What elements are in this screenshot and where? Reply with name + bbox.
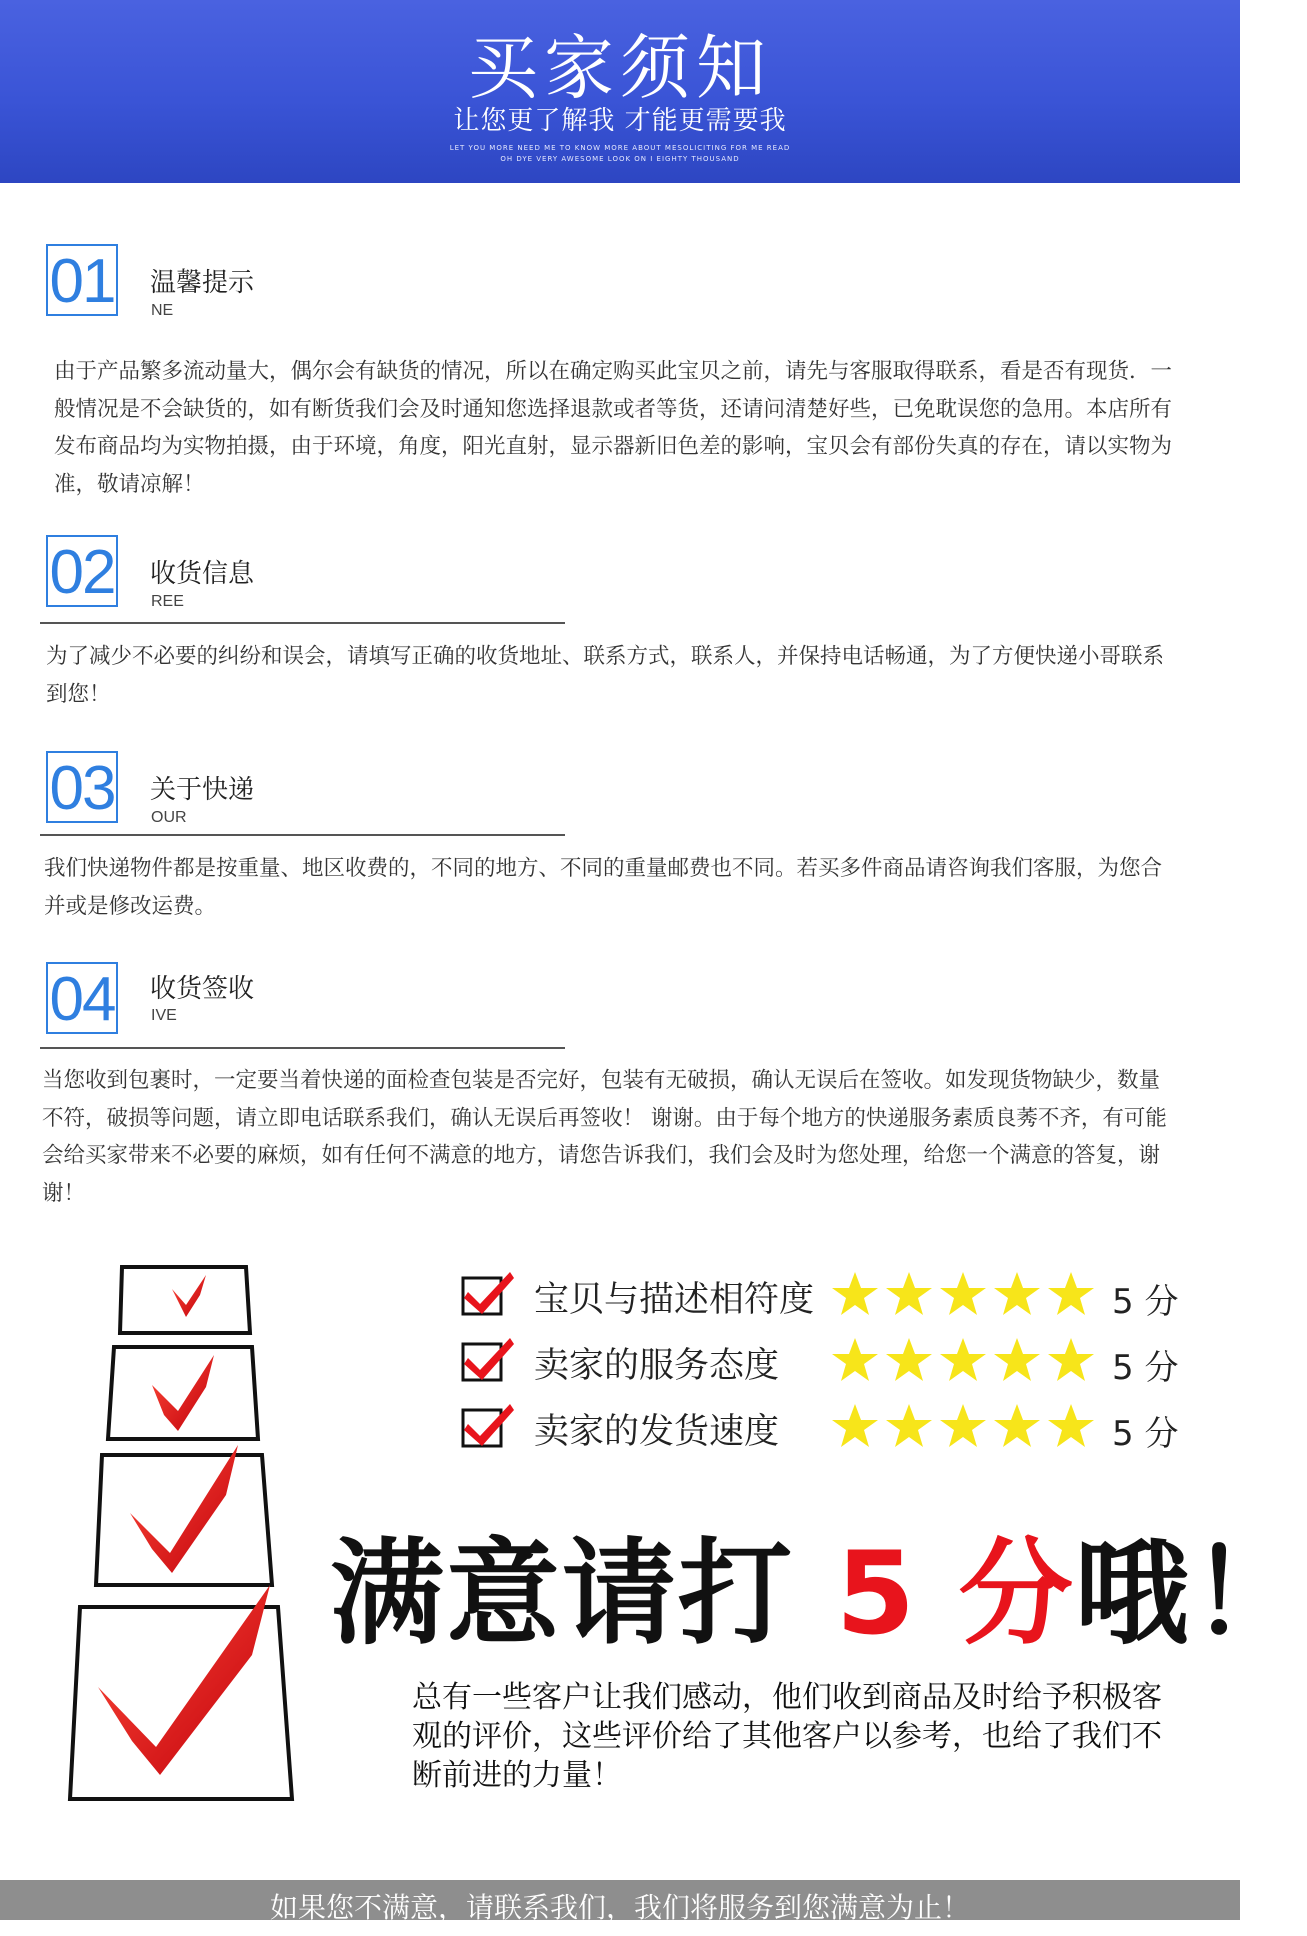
section-number: 02: [46, 535, 118, 607]
section-text: 我们快递物件都是按重量、地区收费的，不同的地方、不同的重量邮费也不同。若买多件商品请咨询我们客服，为您合并或是修改运费。: [44, 856, 1163, 919]
check-box-icon: [460, 1336, 516, 1384]
section-subtitle: OUR: [151, 809, 187, 826]
checkbox-stack-illustration: [60, 1255, 320, 1805]
section-divider: [40, 622, 565, 624]
rating-label: 卖家的服务态度: [534, 1346, 780, 1386]
rating-row: [460, 1336, 1180, 1386]
footer-bar: 如果您不满意，请联系我们，我们将服务到您满意为止！: [0, 1880, 1240, 1920]
rating-row: [460, 1402, 1180, 1452]
five-star-icon: [830, 1270, 1100, 1320]
page-subtitle: 让您更了解我 才能更需要我: [453, 106, 787, 136]
section-divider: [40, 834, 565, 836]
section-title: 收货信息: [150, 559, 255, 589]
five-star-icon: [830, 1402, 1100, 1452]
page-title: 买家须知: [468, 27, 772, 109]
header-english-text: LET YOU MORE NEED ME TO KNOW MORE ABOUT MESOLICITING FOR ME READ OH DYE VERY AWESOME LOOK ON I EIGHTY THOUSAND: [449, 144, 791, 163]
rating-score: 5 分: [1112, 1414, 1179, 1454]
section-subtitle: IVE: [151, 1007, 177, 1024]
rating-score: 5 分: [1112, 1348, 1179, 1388]
section-text: 为了减少不必要的纠纷和误会，请填写正确的收货地址、联系方式，联系人，并保持电话畅通，为了方便快递小哥联系到您！: [46, 644, 1165, 707]
section-title: 温馨提示: [150, 268, 255, 298]
section-number: 01: [46, 244, 118, 316]
rating-score: 5 分: [1112, 1282, 1179, 1322]
slogan-headline: [330, 1502, 1307, 1666]
check-box-icon: [460, 1270, 516, 1318]
check-box-icon: [460, 1402, 516, 1450]
section-subtitle: NE: [151, 302, 174, 319]
slogan-part1: 满意请打: [330, 1527, 795, 1660]
rating-label: 卖家的发货速度: [534, 1412, 780, 1452]
closing-text: 总有一些客户让我们感动，他们收到商品及时给予积极客观的评价，这些评价给了其他客户以参考，也给了我们不断前进的力量！: [412, 1680, 1162, 1793]
header-banner: [0, 0, 1240, 183]
five-star-icon: [830, 1336, 1100, 1386]
section-title: 关于快递: [150, 775, 255, 805]
section-number: 03: [46, 751, 118, 823]
slogan-highlight: 5 分: [835, 1527, 1075, 1660]
rating-label: 宝贝与描述相符度: [534, 1280, 815, 1320]
section-text: 由于产品繁多流动量大，偶尔会有缺货的情况，所以在确定购买此宝贝之前，请先与客服取得联系，看是否有现货．一般情况是不会缺货的，如有断货我们会及时通知您选择退款或者等货，还请问清楚好些，已免耽误您的急用。本店所有发布商品均为实物拍摄，由于环境，角度，阳光直射，显示器新旧色差的影响，宝贝会有部份失真的存在，请以实物为准，敬请凉解！: [54, 359, 1173, 497]
section-number: 04: [46, 962, 118, 1034]
section-divider: [40, 1047, 565, 1049]
section-title: 收货签收: [150, 974, 255, 1004]
section-text: 当您收到包裹时，一定要当着快递的面检查包装是否完好，包装有无破损，确认无误后在签收。如发现货物缺少，数量不符，破损等问题，请立即电话联系我们，确认无误后再签收！ 谢谢。由于每个地方的快递服务素质良莠不齐，有可能会给买家带来不必要的麻烦，如有任何不满意的地方，请您告诉我们，我们会及时为您处理，给您一个满意的答复，谢谢！: [42, 1068, 1167, 1206]
rating-row: [460, 1270, 1180, 1320]
section-subtitle: REE: [151, 593, 184, 610]
slogan-part2: 哦！: [1074, 1527, 1307, 1660]
